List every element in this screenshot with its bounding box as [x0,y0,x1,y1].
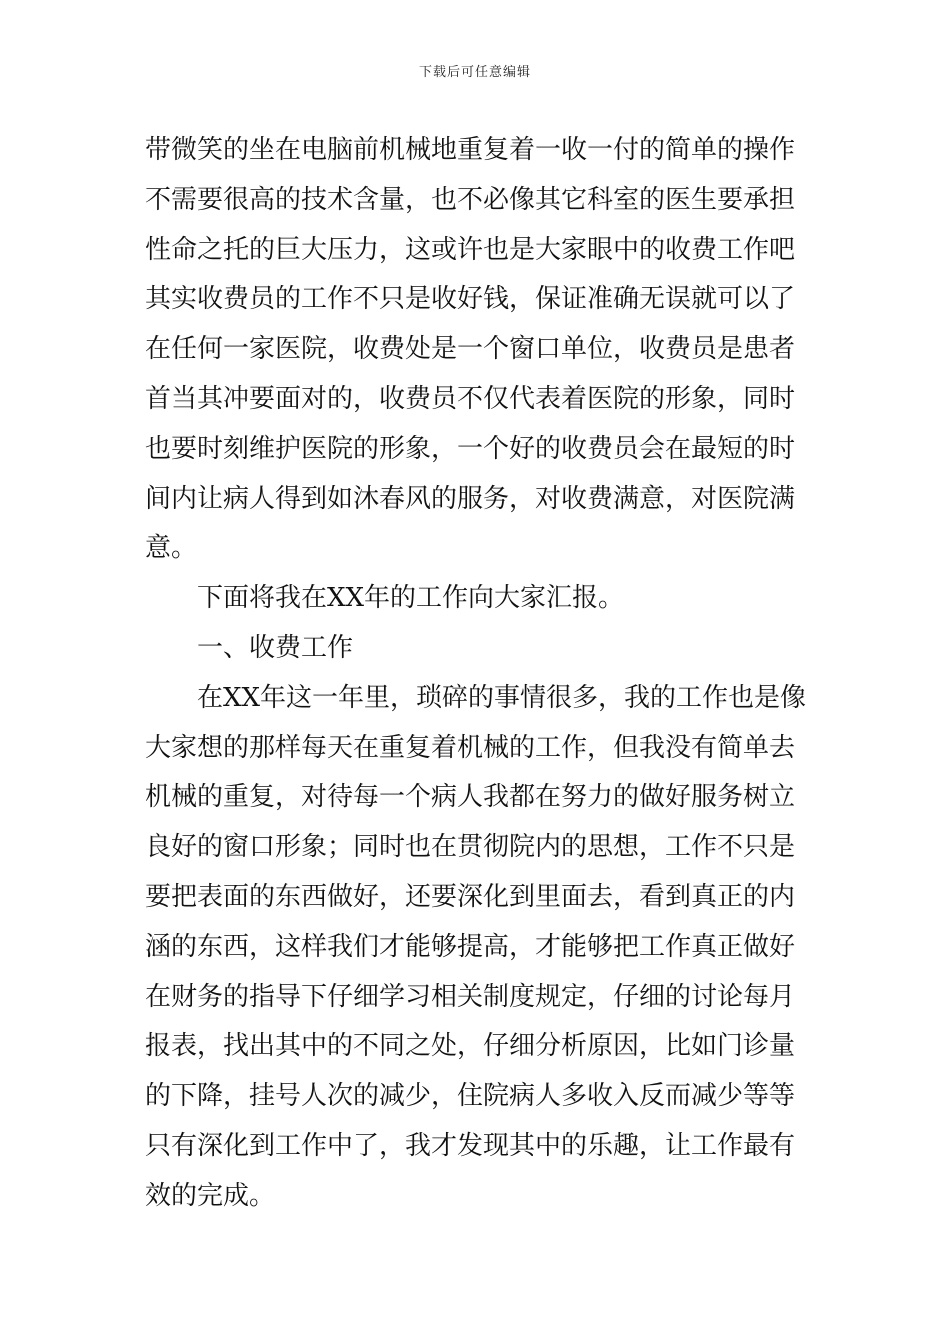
text-line: 机械的重复，对待每一个病人我都在努力的做好服务树立 [145,782,796,813]
text-line: 间内让病人得到如沐春风的服务，对收费满意，对医院满 [145,483,796,514]
section-heading: 一、收费工作 [197,632,354,663]
text-line: 性命之托的巨大压力，这或许也是大家眼中的收费工作吧 [145,234,796,265]
text-line: 在财务的指导下仔细学习相关制度规定，仔细的讨论每月 [145,981,796,1012]
text-line: 大家想的那样每天在重复着机械的工作，但我没有简单去 [145,732,796,763]
text-line: 的下降，挂号人次的减少，住院病人多收入反而减少等等 [145,1081,796,1112]
text-line: 也要时刻维护医院的形象，一个好的收费员会在最短的时 [145,433,796,464]
text-line: 报表，找出其中的不同之处，仔细分析原因，比如门诊量 [145,1031,796,1062]
text-line: 其实收费员的工作不只是收好钱，保证准确无误就可以了 [145,284,796,315]
text-line: 要把表面的东西做好，还要深化到里面去，看到真正的内 [145,881,796,912]
text-line: 只有深化到工作中了，我才发现其中的乐趣，让工作最有 [145,1130,796,1161]
paragraph-line: 下面将我在XX年的工作向大家汇报。 [197,583,625,614]
text-line: 效的完成。 [145,1180,276,1211]
paragraph-line: 在XX年这一年里，琐碎的事情很多，我的工作也是像 [197,682,807,713]
text-line: 不需要很高的技术含量，也不必像其它科室的医生要承担 [145,184,796,215]
document-body [145,126,813,1222]
text-line: 涵的东西，这样我们才能够提高，才能够把工作真正做好 [145,931,796,962]
text-line: 在任何一家医院，收费处是一个窗口单位，收费员是患者 [145,334,796,365]
text-line: 带微笑的坐在电脑前机械地重复着一收一付的简单的操作 [145,135,796,165]
text-line: 首当其冲要面对的，收费员不仅代表着医院的形象，同时 [145,383,796,414]
text-line: 良好的窗口形象；同时也在贯彻院内的思想，工作不只是 [145,832,796,863]
page-header: 下载后可任意编辑 [418,65,531,80]
text-line: 意。 [145,533,198,564]
